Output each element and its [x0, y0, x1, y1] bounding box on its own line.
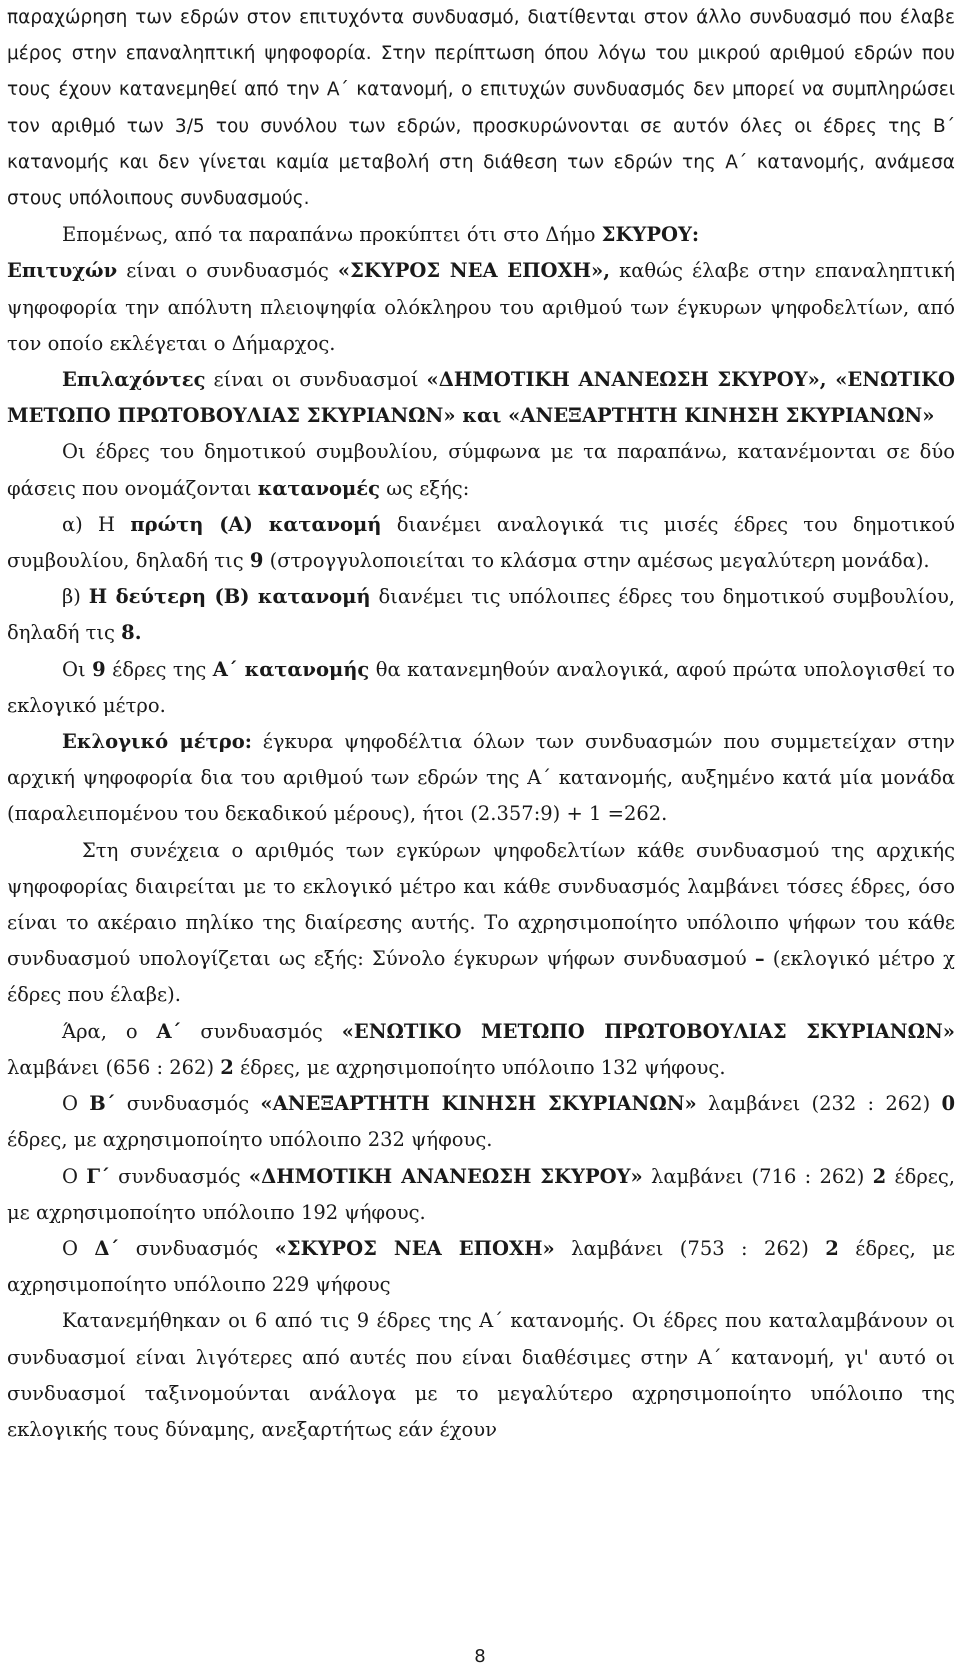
combo-b-text-2: συνδυασμός [115, 1092, 261, 1116]
intro-text: συνδυασμό που έλαβε μέρος στην επαναληπτική ψηφοφορία. Στην περίπτωση όπου λόγω του μικρού αριθμού εδρών που τους έχουν κατανεμηθεί από την Α΄ κατανομή, ο επιτυχών συνδυασμός δεν μπορεί να συμπληρώσει τον αριθμό των 3/5 του συνόλου των εδρών, προσκυρώνονται σε αυτόν όλες οι έδρες της Β΄ κατανομής και δεν γίνεται καμία μεταβολή στη διάθεση των εδρών της Α΄ κατανομής, ανάμεσα στους υπόλοιπους συνδυασμούς. [7, 7, 955, 210]
winner-name: «ΣΚΥΡΟΣ ΝΕΑ ΕΠΟΧΗ», [337, 259, 611, 283]
winner-paragraph [7, 253, 955, 362]
combo-b-letter: Β΄ [89, 1092, 116, 1116]
combo-a-letter: Α΄ [156, 1019, 182, 1043]
item-b-paragraph [7, 579, 955, 651]
a-allocation-term: Α΄ κατανομής [212, 657, 370, 681]
page-number: 8 [474, 1646, 486, 1667]
second-allocation-seats: 8. [121, 621, 142, 645]
combo-c-text-4: έδρες, με αχρησιμοποίητο υπόλοιπο 192 ψήφους. [7, 1164, 955, 1224]
seats-intro-after: ως εξής: [380, 476, 470, 500]
runners-up-paragraph [7, 362, 955, 434]
combo-d-paragraph [7, 1231, 955, 1303]
quota-text: έγκυρα ψηφοδέλτια όλων των συνδυασμών που συμμετείχαν στην αρχική ψηφοφορία δια του αριθμού των εδρών της Α΄ κατανομής, αυξημένο κατά μία μονάδα (παραλειπομένου του δεκαδικού μέρους), ήτοι (2.357:9) + 1 =262. [7, 730, 955, 826]
runners-up-label: Επιλαχόντες [62, 368, 206, 392]
combo-a-text-4: έδρες, με αχρησιμοποίητο υπόλοιπο 132 ψήφους. [233, 1055, 726, 1079]
conclusion-text: Επομένως, από τα παραπάνω προκύπτει ότι στο Δήμο [62, 223, 602, 247]
nine-seats-text-2: έδρες της [105, 657, 213, 681]
item-a-after: (στρογγυλοποιείται το κλάσμα στην αμέσως μεγαλύτερη μονάδα). [263, 549, 930, 573]
item-b-prefix: β) [62, 585, 89, 609]
document-body [7, 0, 955, 1448]
combo-d-name: «ΣΚΥΡΟΣ ΝΕΑ ΕΠΟΧΗ» [274, 1236, 555, 1260]
minus-dash: – [754, 947, 765, 971]
first-allocation-seats: 9 [249, 549, 264, 573]
combo-d-text: Ο [62, 1236, 95, 1260]
combo-c-paragraph [7, 1159, 955, 1231]
second-allocation-term: Η δεύτερη (Β) κατανομή [88, 585, 371, 609]
seats-intro-text: Οι έδρες του δημοτικού συμβουλίου, σύμφωνα με τα παραπάνω, κατανέμονται σε δύο φάσεις που ονομάζονται [7, 440, 955, 500]
combo-d-seats: 2 [825, 1236, 839, 1260]
combo-c-text: Ο [62, 1164, 87, 1188]
item-a-paragraph [7, 507, 955, 579]
quota-label: Εκλογικό μέτρο: [62, 730, 252, 754]
winner-text-end: καθώς έλαβε στην επαναληπτική ψηφοφορία την απόλυτη πλειοψηφία ολόκληρου του αριθμού των έγκυρων ψηφοδελτίων, από τον οποίο εκλέγεται ο Δήμαρχος. [7, 259, 955, 355]
item-b-text: διανέμει τις υπόλοιπες έδρες του δημοτικού συμβουλίου, δηλαδή τις [7, 585, 955, 645]
combo-b-seats: 0 [941, 1092, 956, 1116]
final-paragraph: Κατανεμήθηκαν οι 6 από τις 9 έδρες της Α΄ κατανομής. Οι έδρες που καταλαμβάνουν οι συνδυασμοί είναι λιγότερες από αυτές που είναι διαθέσιμες στην Α΄ κατανομή, γι' αυτό οι συνδυασμοί ταξινομούνται ανάλογα με το μεγαλύτερο αχρησιμοποίητο υπόλοιπο της εκλογικής τους δύναμης, ανεξαρτήτως εάν έχουν [7, 1309, 955, 1441]
conclusion-paragraph [7, 217, 955, 253]
combo-d-text-4: έδρες, με αχρησιμοποίητο υπόλοιπο 229 ψήφους [7, 1236, 956, 1297]
combo-d-text-2: συνδυασμός [119, 1236, 275, 1260]
allocations-term: κατανομές [257, 476, 381, 500]
method-paragraph [7, 833, 955, 1014]
item-a-text: διανέμει αναλογικά τις μισές έδρες του δημοτικού συμβουλίου, δηλαδή τις [7, 512, 955, 573]
municipality-name: ΣΚΥΡΟΥ: [601, 223, 700, 247]
winner-text: είναι ο συνδυασμός [117, 259, 338, 283]
combo-a-text-2: συνδυασμός [181, 1019, 342, 1043]
combo-c-name: «ΔΗΜΟΤΙΚΗ ΑΝΑΝΕΩΣΗ ΣΚΥΡΟΥ» [248, 1164, 643, 1188]
nine-seats-text: Οι [62, 657, 93, 681]
winner-label: Επιτυχών [7, 259, 118, 283]
combo-c-letter: Γ΄ [86, 1164, 110, 1188]
intro-line: παραχώρηση των εδρών στον επιτυχόντα συνδυασμό, διατίθενται στον άλλο [7, 7, 742, 28]
combo-d-text-3: λαμβάνει (753 : 262) [554, 1236, 826, 1260]
item-a-prefix: α) Η [62, 512, 131, 536]
combo-d-letter: Δ΄ [94, 1236, 120, 1260]
nine-seats-text-3: θα κατανεμηθούν αναλογικά, αφού πρώτα υπολογισθεί το εκλογικό μέτρο. [7, 657, 955, 717]
combo-b-text-4: έδρες, με αχρησιμοποίητο υπόλοιπο 232 ψήφους. [7, 1128, 493, 1152]
quota-paragraph [7, 724, 955, 833]
combo-a-name: «ΕΝΩΤΙΚΟ ΜΕΤΩΠΟ ΠΡΩΤΟΒΟΥΛΙΑΣ ΣΚΥΡΙΑΝΩΝ» [341, 1019, 955, 1043]
combo-c-text-2: συνδυασμός [109, 1164, 249, 1188]
seats-intro-paragraph [7, 434, 955, 506]
runners-up-names: «ΔΗΜΟΤΙΚΗ ΑΝΑΝΕΩΣΗ ΣΚΥΡΟΥ», «ΕΝΩΤΙΚΟ ΜΕΤΩΠΟ ΠΡΩΤΟΒΟΥΛΙΑΣ ΣΚΥΡΙΑΝΩΝ» και «ΑΝΕΞΑΡΤΗΤΗ ΚΙΝΗΣΗ ΣΚΥΡΙΑΝΩΝ» [7, 368, 956, 428]
combo-c-seats: 2 [872, 1164, 887, 1188]
nine-seats-paragraph [7, 652, 955, 724]
first-allocation-term: πρώτη (Α) κατανομή [130, 512, 382, 536]
combo-b-paragraph [7, 1086, 955, 1158]
method-after: (εκλογικό μέτρο χ έδρες που έλαβε). [7, 947, 955, 1007]
runners-up-text: είναι οι συνδυασμοί [205, 368, 427, 392]
method-text: Στη συνέχεια ο αριθμός των εγκύρων ψηφοδελτίων κάθε συνδυασμού της αρχικής ψηφοφορίας διαιρείται με το εκλογικό μέτρο και κάθε συνδυασμός λαμβάνει τόσες έδρες, όσο είναι το ακέραιο πηλίκο της διαίρεσης αυτής. Το αχρησιμοποίητο υπόλοιπο ψήφων του κάθε συνδυασμού υπολογίζεται ως εξής: Σύνολο έγκυρων ψήφων συνδυασμού [7, 838, 955, 971]
combo-b-text-3: λαμβάνει (232 : 262) [696, 1092, 942, 1116]
combo-a-text-3: λαμβάνει (656 : 262) [7, 1055, 221, 1079]
combo-a-seats: 2 [220, 1055, 234, 1079]
combo-a-paragraph [7, 1014, 955, 1086]
combo-c-text-3: λαμβάνει (716 : 262) [642, 1164, 873, 1188]
combo-a-text: Άρα, ο [62, 1019, 157, 1043]
nine-seats-count: 9 [92, 657, 106, 681]
combo-b-name: «ΑΝΕΞΑΡΤΗΤΗ ΚΙΝΗΣΗ ΣΚΥΡΙΑΝΩΝ» [260, 1092, 697, 1116]
combo-b-text: Ο [62, 1092, 90, 1116]
intro-paragraph [7, 0, 955, 217]
